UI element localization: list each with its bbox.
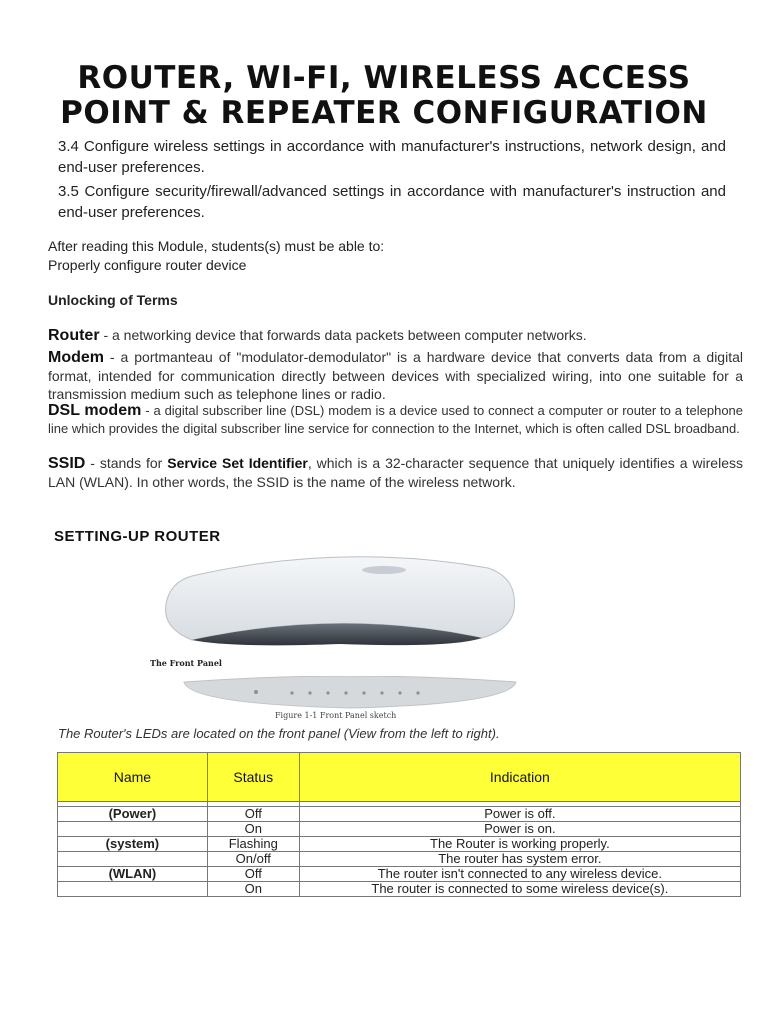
cell-name: (system) <box>58 837 208 852</box>
term-ssid-definition-b: , which is a 32-character sequence that uniquely identifies a wireless LAN (WLAN). In other words, the SSID is the name of the wireless network. <box>48 455 743 490</box>
page-title-line-2: POINT & REPEATER CONFIGURATION <box>60 95 708 131</box>
term-ssid-definition-a: - stands for <box>85 455 168 471</box>
table-row <box>58 822 741 837</box>
cell-name <box>58 882 208 897</box>
table-row <box>58 882 741 897</box>
term-modem-name: Modem <box>48 349 104 366</box>
intro-line-1: After reading this Module, students(s) must be able to: <box>48 238 385 254</box>
cell-status: Off <box>207 867 299 882</box>
table-row <box>58 852 741 867</box>
setup-heading: SETTING-UP ROUTER <box>54 528 221 545</box>
column-header-indication: Indication <box>299 753 740 802</box>
term-ssid-expansion: Service Set Identifier <box>167 455 308 471</box>
term-router-definition: - a networking device that forwards data packets between computer networks. <box>99 327 587 343</box>
cell-name: (Power) <box>58 807 208 822</box>
cell-status: On <box>207 882 299 897</box>
cell-indication: The router isn't connected to any wireless device. <box>299 867 740 882</box>
cell-status: On <box>207 822 299 837</box>
term-ssid-name: SSID <box>48 455 86 472</box>
router-image <box>152 548 528 654</box>
table-row <box>58 837 741 852</box>
cell-status: Off <box>207 807 299 822</box>
cell-name <box>58 822 208 837</box>
cell-name: (WLAN) <box>58 867 208 882</box>
cell-status: On/off <box>207 852 299 867</box>
cell-status: Flashing <box>207 837 299 852</box>
cell-indication: The Router is working properly. <box>299 837 740 852</box>
objective-3-4: 3.4 Configure wireless settings in accordance with manufacturer's instructions, network design, and end-user preferences. <box>58 138 726 176</box>
figure-caption: Figure 1-1 Front Panel sketch <box>275 711 397 720</box>
cell-name <box>58 852 208 867</box>
term-dsl-modem <box>48 402 743 438</box>
cell-indication: Power is off. <box>299 807 740 822</box>
front-panel-sketch <box>180 676 520 710</box>
cell-indication: The router has system error. <box>299 852 740 867</box>
term-modem-definition: - a portmanteau of "modulator-demodulator" is a hardware device that converts data from a digital format, intended for communication directly between devices with specialized wiring, into one suitable for a transmission medium such as telephone lines or radio. <box>48 349 743 402</box>
column-header-name: Name <box>58 753 208 802</box>
page-title-line-1: ROUTER, WI-FI, WIRELESS ACCESS <box>77 60 691 96</box>
term-ssid <box>48 454 743 491</box>
term-router-name: Router <box>48 327 100 344</box>
term-modem <box>48 348 743 403</box>
terms-heading: Unlocking of Terms <box>48 292 178 308</box>
led-status-table <box>57 752 741 897</box>
term-dsl-definition: - a digital subscriber line (DSL) modem is a device used to connect a computer or router to a telephone line which provides the digital subscriber line service for connection to the Internet, which is often called DSL broadband. <box>48 403 744 436</box>
objective-3-5: 3.5 Configure security/firewall/advanced settings in accordance with manufacturer's instruction and end-user preferences. <box>58 183 726 221</box>
cell-indication: The router is connected to some wireless device(s). <box>299 882 740 897</box>
intro-line-2: Properly configure router device <box>48 257 247 273</box>
front-panel-label: The Front Panel <box>150 658 222 668</box>
cell-indication: Power is on. <box>299 822 740 837</box>
column-header-status: Status <box>207 753 299 802</box>
table-row <box>58 807 741 822</box>
term-router <box>48 326 743 345</box>
term-dsl-name: DSL modem <box>48 402 142 419</box>
table-row <box>58 867 741 882</box>
leds-note: The Router's LEDs are located on the front panel (View from the left to right). <box>58 726 500 741</box>
